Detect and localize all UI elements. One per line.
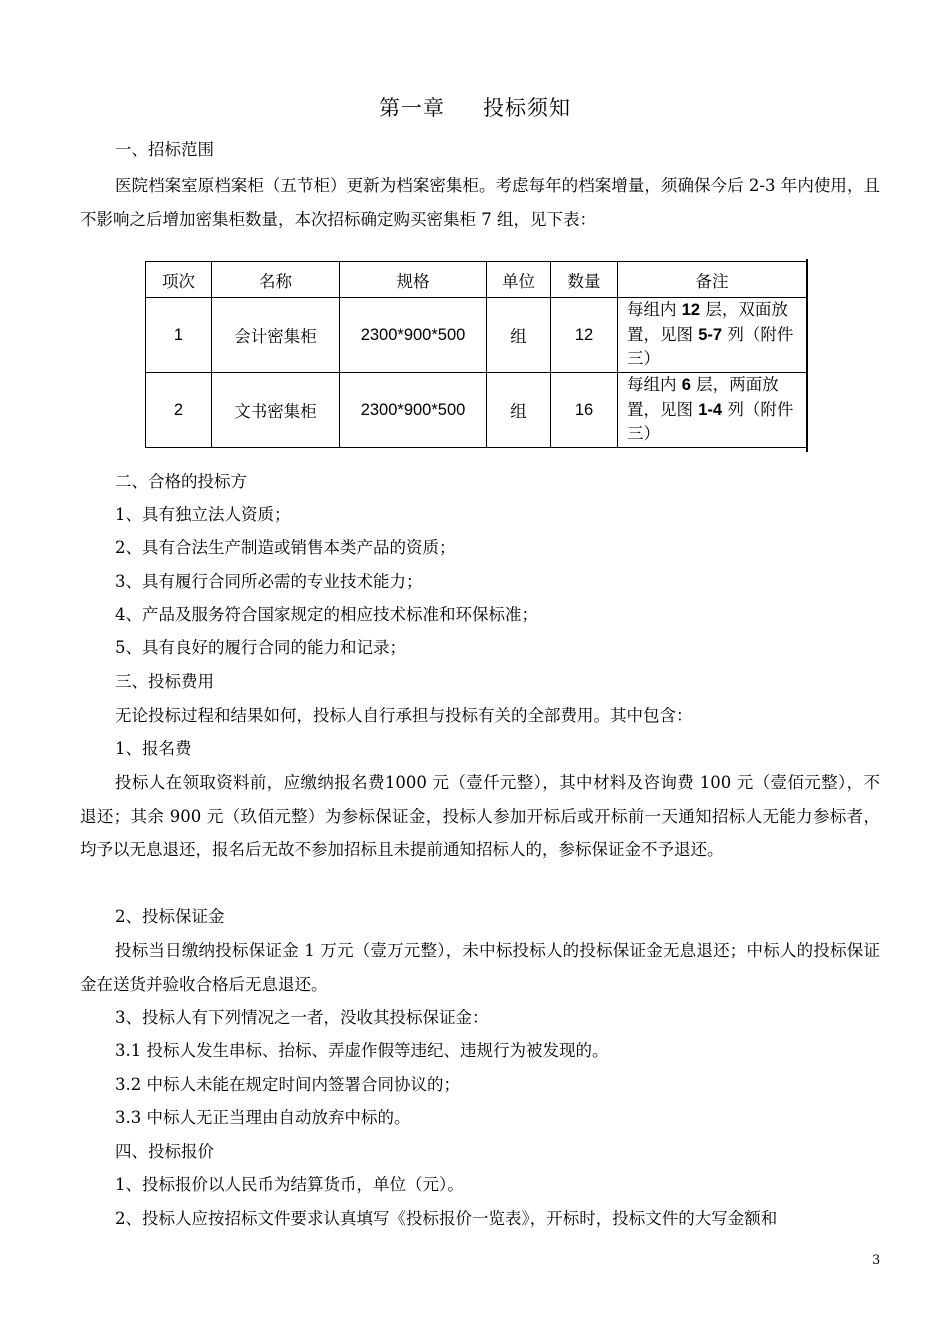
cell-item-no: 2 — [146, 373, 212, 448]
cell-quantity: 12 — [551, 298, 618, 373]
remarks-text: 每组内 — [627, 300, 682, 320]
cell-unit: 组 — [487, 298, 551, 373]
remarks-layers: 12 — [681, 301, 701, 320]
remarks-text: 列（附件三） — [627, 399, 794, 444]
remarks-layers: 6 — [681, 376, 691, 395]
section-4-heading: 四、投标报价 — [115, 1142, 214, 1161]
list-item: 5、具有良好的履行合同的能力和记录； — [115, 638, 406, 657]
list-item: 2、具有合法生产制造或销售本类产品的资质； — [115, 538, 456, 557]
list-item: 1、具有独立法人资质； — [115, 505, 291, 524]
remarks-text: 层，双面放置，见图 — [627, 300, 788, 344]
section-2-heading: 二、合格的投标方 — [115, 472, 247, 491]
table-right-rule — [806, 259, 808, 452]
remarks-text: 每组内 — [627, 375, 682, 395]
cell-spec: 2300*900*500 — [340, 373, 487, 448]
deposit-paragraph: 投标当日缴纳投标保证金 1 万元（壹万元整），未中标投标人的投标保证金无息退还；中标人的投标保证金在送货并验收合格后无息退还。 — [80, 941, 880, 994]
cell-quantity: 16 — [551, 373, 618, 448]
list-item: 2、投标人应按招标文件要求认真填写《投标报价一览表》，开标时，投标文件的大写金额和 — [115, 1209, 778, 1228]
chapter-number: 第一章 — [379, 96, 445, 120]
cell-name: 文书密集柜 — [212, 373, 340, 448]
remarks-text: 列（附件三） — [627, 324, 794, 369]
page-number: 3 — [872, 1253, 881, 1268]
header-name: 名称 — [212, 262, 340, 298]
subsection-heading: 2、投标保证金 — [115, 907, 225, 926]
section-1-heading: 一、招标范围 — [115, 140, 214, 159]
subsection-heading: 1、报名费 — [115, 739, 192, 758]
section-3-intro: 无论投标过程和结果如何，投标人自行承担与投标有关的全部费用。其中包含： — [115, 706, 693, 725]
table-header-row — [146, 262, 807, 298]
registration-fee-paragraph: 投标人在领取资料前，应缴纳报名费1000 元（壹仟元整），其中材料及咨询费 100 元（壹佰元整），不退还；其余 900 元（玖佰元整）为参标保证金，投标人参加开标后或开标前一天通知招标人无能力参标者，均予以无息退还，报名后无故不参加招标且未提前通知招标人的，参标保证金不予退还。 — [80, 773, 880, 859]
cell-spec: 2300*900*500 — [340, 298, 487, 373]
table-row — [146, 373, 807, 448]
header-quantity: 数量 — [551, 262, 618, 298]
section-1-paragraph: 医院档案室原档案柜（五节柜）更新为档案密集柜。考虑每年的档案增量，须确保今后 2-3 年内使用，且不影响之后增加密集柜数量，本次招标确定购买密集柜 7 组，见下表： — [80, 176, 880, 229]
list-item: 3、具有履行合同所必需的专业技术能力； — [115, 572, 423, 591]
remarks-columns: 1-4 — [698, 400, 723, 419]
remarks-columns: 5-7 — [698, 325, 723, 344]
subsection-heading: 3、投标人有下列情况之一者，没收其投标保证金： — [115, 1008, 489, 1027]
cell-remarks — [618, 298, 807, 373]
chapter-title — [0, 92, 950, 122]
header-unit: 单位 — [487, 262, 551, 298]
cell-remarks — [618, 373, 807, 448]
cell-unit: 组 — [487, 373, 551, 448]
header-spec: 规格 — [340, 262, 487, 298]
list-item: 1、投标报价以人民币为结算货币，单位（元）。 — [115, 1175, 464, 1194]
header-remarks: 备注 — [618, 262, 807, 298]
list-item: 3.3 中标人无正当理由自动放弃中标的。 — [115, 1108, 411, 1127]
section-3-heading: 三、投标费用 — [115, 672, 214, 691]
cell-item-no: 1 — [146, 298, 212, 373]
remarks-text: 层，两面放置，见图 — [627, 375, 779, 419]
table-row — [146, 298, 807, 373]
list-item: 4、产品及服务符合国家规定的相应技术标准和环保标准； — [115, 605, 538, 624]
chapter-name: 投标须知 — [483, 96, 571, 120]
cell-name: 会计密集柜 — [212, 298, 340, 373]
list-item: 3.2 中标人未能在规定时间内签署合同协议的； — [115, 1075, 460, 1094]
header-item-no: 项次 — [146, 262, 212, 298]
list-item: 3.1 投标人发生串标、抬标、弄虚作假等违纪、违规行为被发现的。 — [115, 1041, 609, 1060]
purchase-table — [145, 261, 807, 448]
